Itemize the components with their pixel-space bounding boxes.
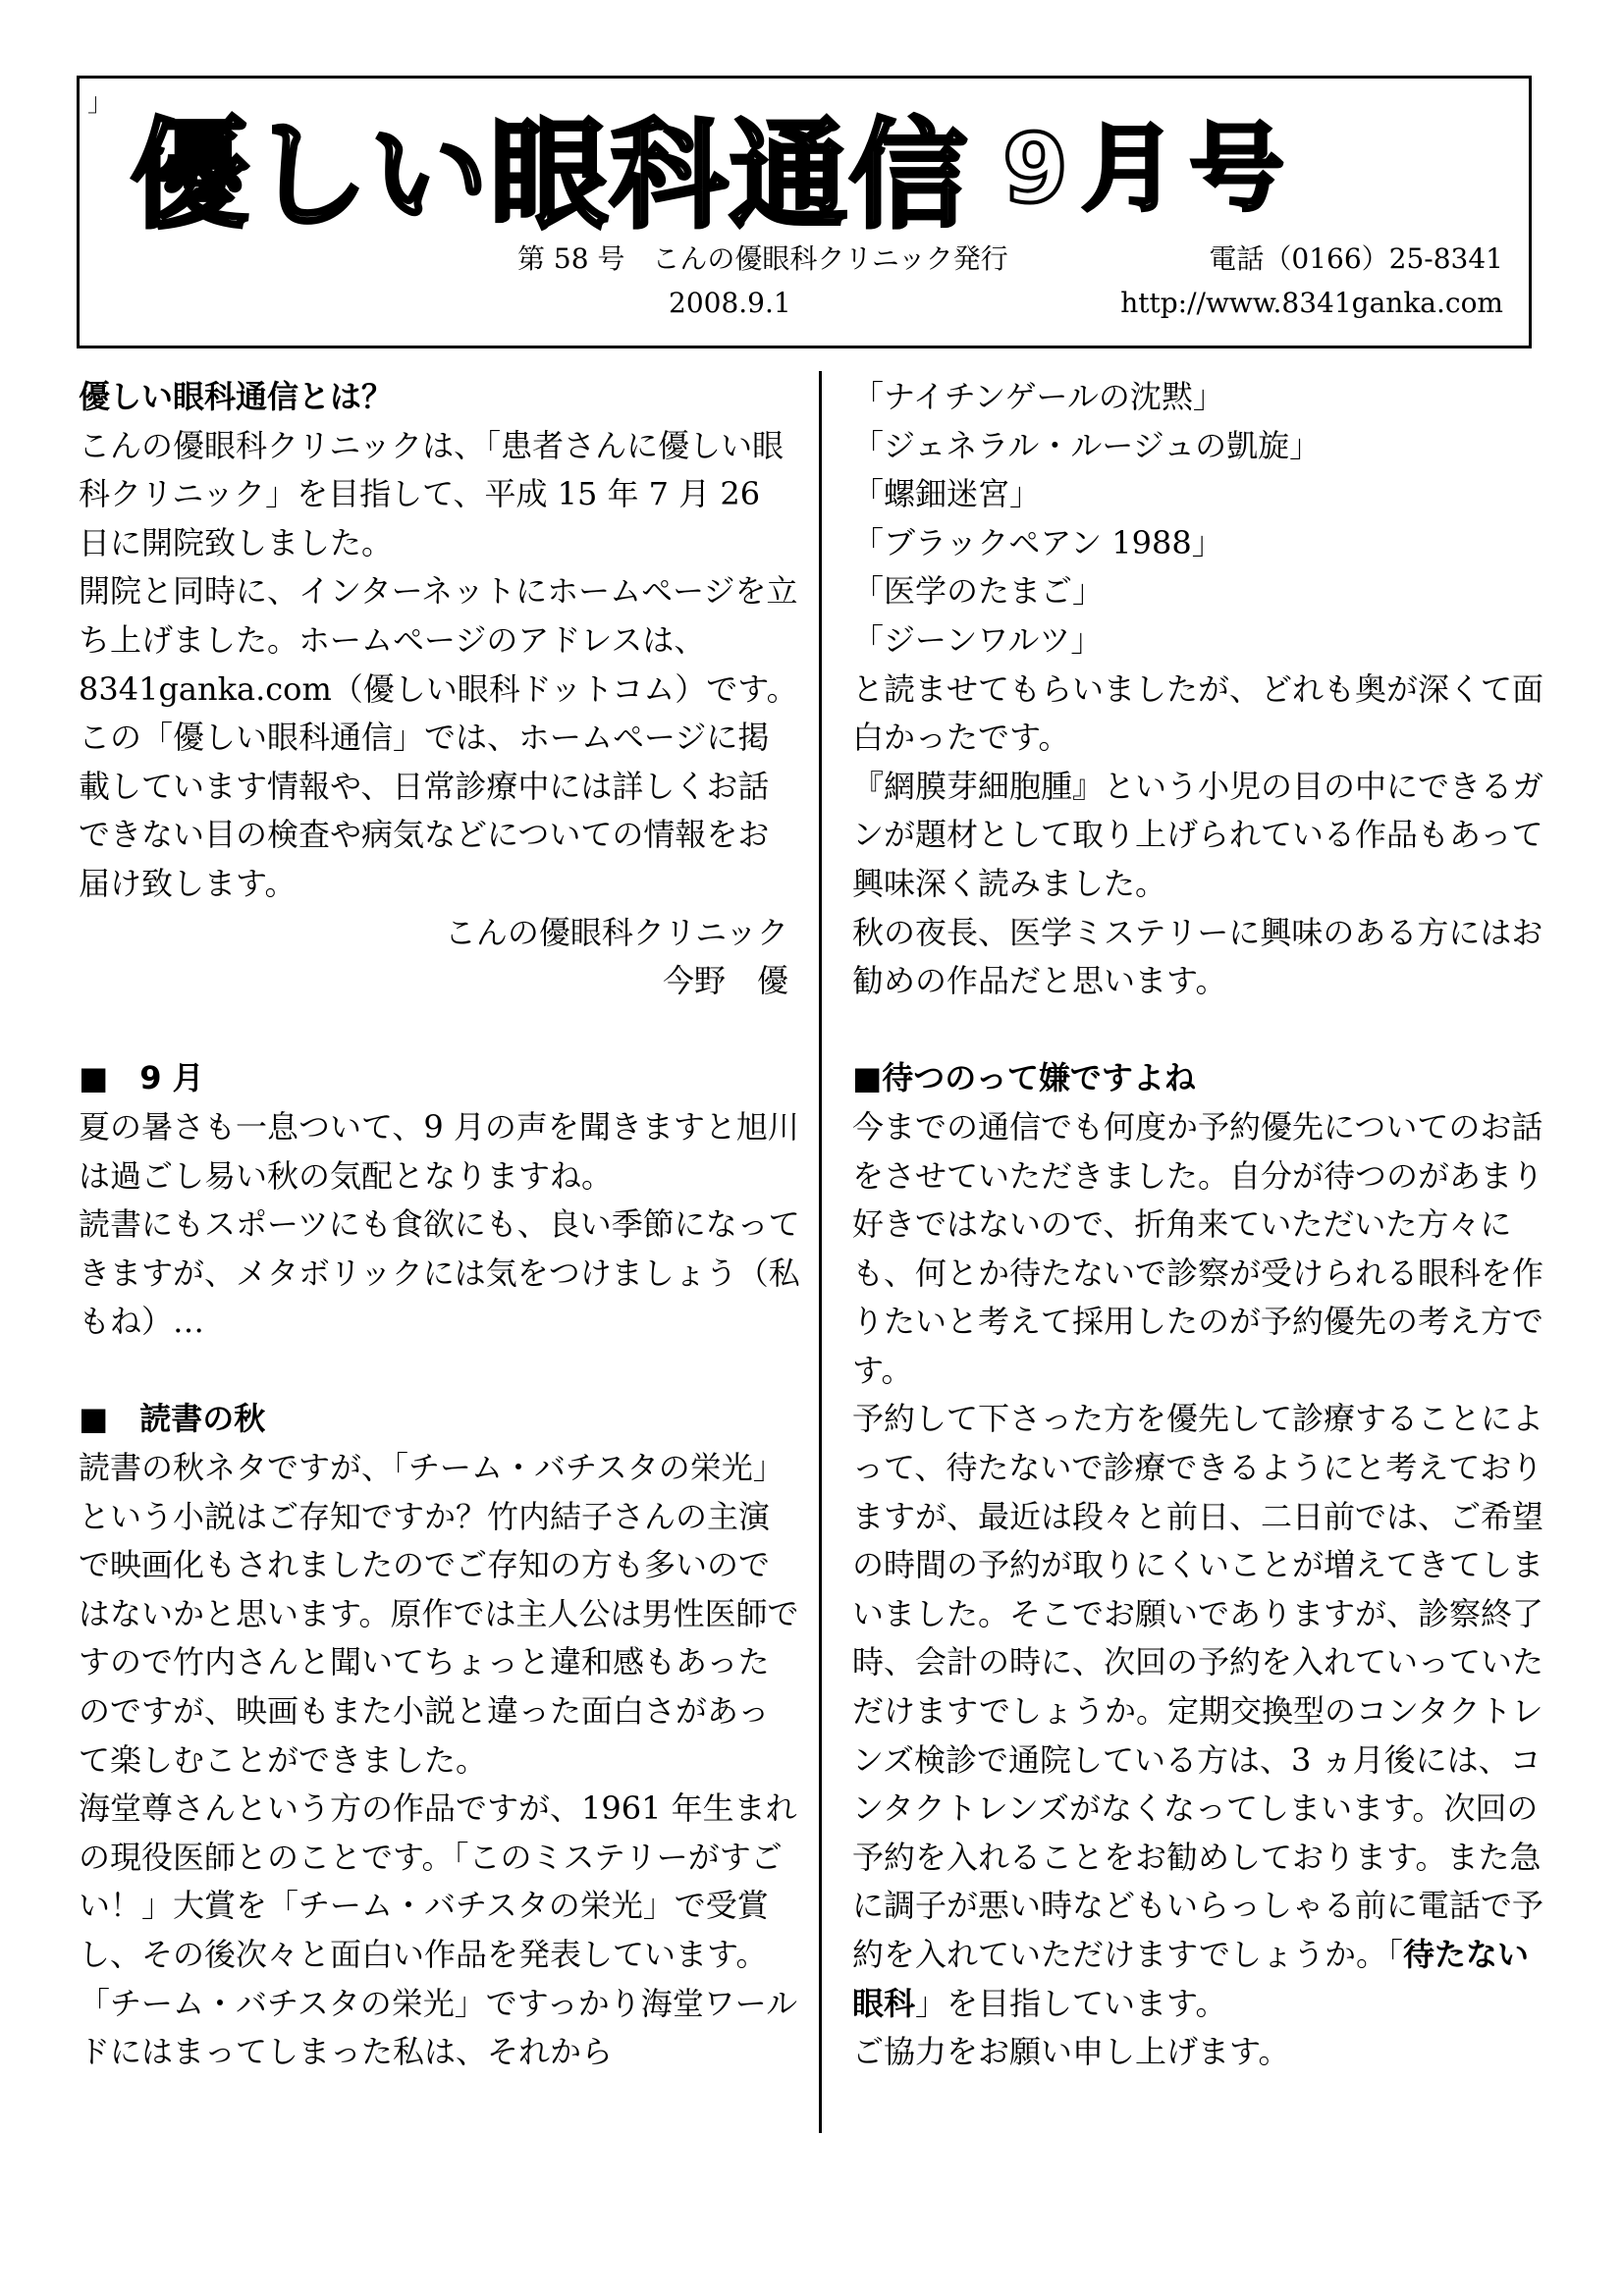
- intro-heading: 優しい眼科通信とは？: [79, 378, 394, 415]
- book-title: 「ブラックペアン 1988」: [852, 523, 1223, 561]
- newsletter-title: 優しい眼科通信: [131, 108, 969, 244]
- issue-month: 9月号: [1002, 114, 1298, 224]
- books-paragraph-1: と読ませてもらいましたが、どれも奥が深くて面白かったです。: [852, 669, 1544, 757]
- book-list: [852, 373, 1559, 666]
- september-section: [79, 1054, 800, 1347]
- signature-clinic: こんの優眼科クリニック: [444, 913, 788, 951]
- book-title: 「ジーンワルツ」: [852, 620, 1103, 659]
- september-heading: ■ 9 月: [79, 1059, 204, 1097]
- left-column: [79, 373, 800, 2077]
- waiting-section: [852, 1054, 1559, 2076]
- reading-section: [79, 1395, 800, 2076]
- september-paragraph-2: 読書にもスポーツにも食欲にも、良い季節になってきますが、メタボリックには気をつけましょう（私もね）…: [79, 1205, 800, 1341]
- reading-heading: ■ 読書の秋: [79, 1400, 266, 1438]
- book-title: 「ナイチンゲールの沈黙」: [852, 378, 1224, 415]
- intro-paragraph-1: こんの優眼科クリニックは、「患者さんに優しい眼科クリニック」を目指して、平成 15 年 7 月 26 日に開院致しました。: [79, 426, 784, 561]
- website-url[interactable]: http://www.8341ganka.com: [1120, 287, 1503, 319]
- waiting-paragraph-1: 今までの通信でも何度か予約優先についてのお話をさせていただきました。自分が待つのがあまり好きではないので、折角来ていただいた方々にも、何とか待たないで診察が受けられる眼科を作りたいと考えて採用したのが予約優先の考え方です。: [852, 1107, 1544, 1389]
- waiting-paragraph-3: ご協力をお願い申し上げます。: [852, 2033, 1290, 2071]
- waiting-paragraph-2-text: 予約して下さった方を優先して診療することによって、待たないで診療できるようにと考えておりますが、最近は段々と前日、二日前では、ご希望の時間の予約が取りにくいことが増えてきてしまいました。そこでお願いでありますが、診察終了時、会計の時に、次回の予約を入れていっていただけますでしょうか。定期交換型のコンタクトレンズ検診で通院している方は、3 ヵ月後には、コンタクトレンズがなくなってしまいます。次回の予約を入れることをお勧めしております。また急に調子が悪い時などもいらっしゃる前に電話で予約を入れていただけますでしょうか。「: [852, 1400, 1544, 1973]
- intro-paragraph-2: 開院と同時に、インターネットにホームページを立ち上げました。ホームページのアドレスは、8341ganka.com（優しい眼科ドットコム）です。: [79, 572, 798, 708]
- column-divider: [819, 371, 822, 2133]
- reading-paragraph-2: 海堂尊さんという方の作品ですが、1961 年生まれの現役医師とのことです。「このミステリーがすごい！」大賞を「チーム・バチスタの栄光」で受賞し、その後次々と面白い作品を発表しています。: [79, 1789, 797, 1973]
- phone-number: 電話（0166）25-8341: [1209, 242, 1503, 275]
- newsletter-header: [77, 76, 1532, 348]
- intro-paragraph-3: この「優しい眼科通信」では、ホームページに掲載しています情報や、日常診療中には詳しくお話できない目の検査や病気などについての情報をお届け致します。: [79, 719, 770, 902]
- waiting-heading: ■待つのって嫌ですよね: [852, 1059, 1196, 1097]
- waiting-paragraph-2: [852, 1395, 1559, 2028]
- books-paragraph-3: 秋の夜長、医学ミステリーに興味のある方にはお勧めの作品だと思います。: [852, 913, 1543, 1000]
- reading-paragraph-1: 読書の秋ネタですが、「チーム・バチスタの栄光」という小説はご存知ですか？竹内結子さんの主演で映画化もされましたのでご存知の方も多いのではないかと思います。原作では主人公は男性医師ですので竹内さんと聞いてちょっと違和感もあったのですが、映画もまた小説と違った面白さがあって楽しむことができました。: [79, 1449, 799, 1779]
- spacer: [79, 1006, 800, 1055]
- right-column: [852, 373, 1559, 2077]
- book-title: 「医学のたまご」: [852, 572, 1105, 611]
- spacer: [852, 1006, 1559, 1055]
- september-paragraph-1: 夏の暑さも一息ついて、9 月の声を聞きますと旭川は過ごし易い秋の気配となりますね。: [79, 1107, 799, 1195]
- intro-section: [79, 373, 800, 1006]
- book-title: 「ジェネラル・ルージュの凱旋」: [852, 426, 1322, 464]
- waiting-emphasis: 待たない眼科: [852, 1936, 1529, 2022]
- waiting-paragraph-2-end: 」を目指しています。: [915, 1984, 1227, 2022]
- corner-mark: 」: [87, 88, 114, 118]
- reading-paragraph-3: 「チーム・バチスタの栄光」ですっかり海堂ワールドにはまってしまった私は、それから: [79, 1984, 798, 2071]
- spacer: [79, 1347, 800, 1396]
- issue-date: 2008.9.1: [669, 287, 791, 319]
- book-title: 「螺鈿迷宮」: [852, 475, 1042, 513]
- books-paragraph-2: 『網膜芽細胞腫』という小児の目の中にできるガンが題材として取り上げられている作品もあって興味深く読みました。: [852, 767, 1544, 902]
- signature-name: 今野 優: [662, 962, 788, 1000]
- issue-info: 第 58 号 こんの優眼科クリニック発行: [517, 242, 1008, 275]
